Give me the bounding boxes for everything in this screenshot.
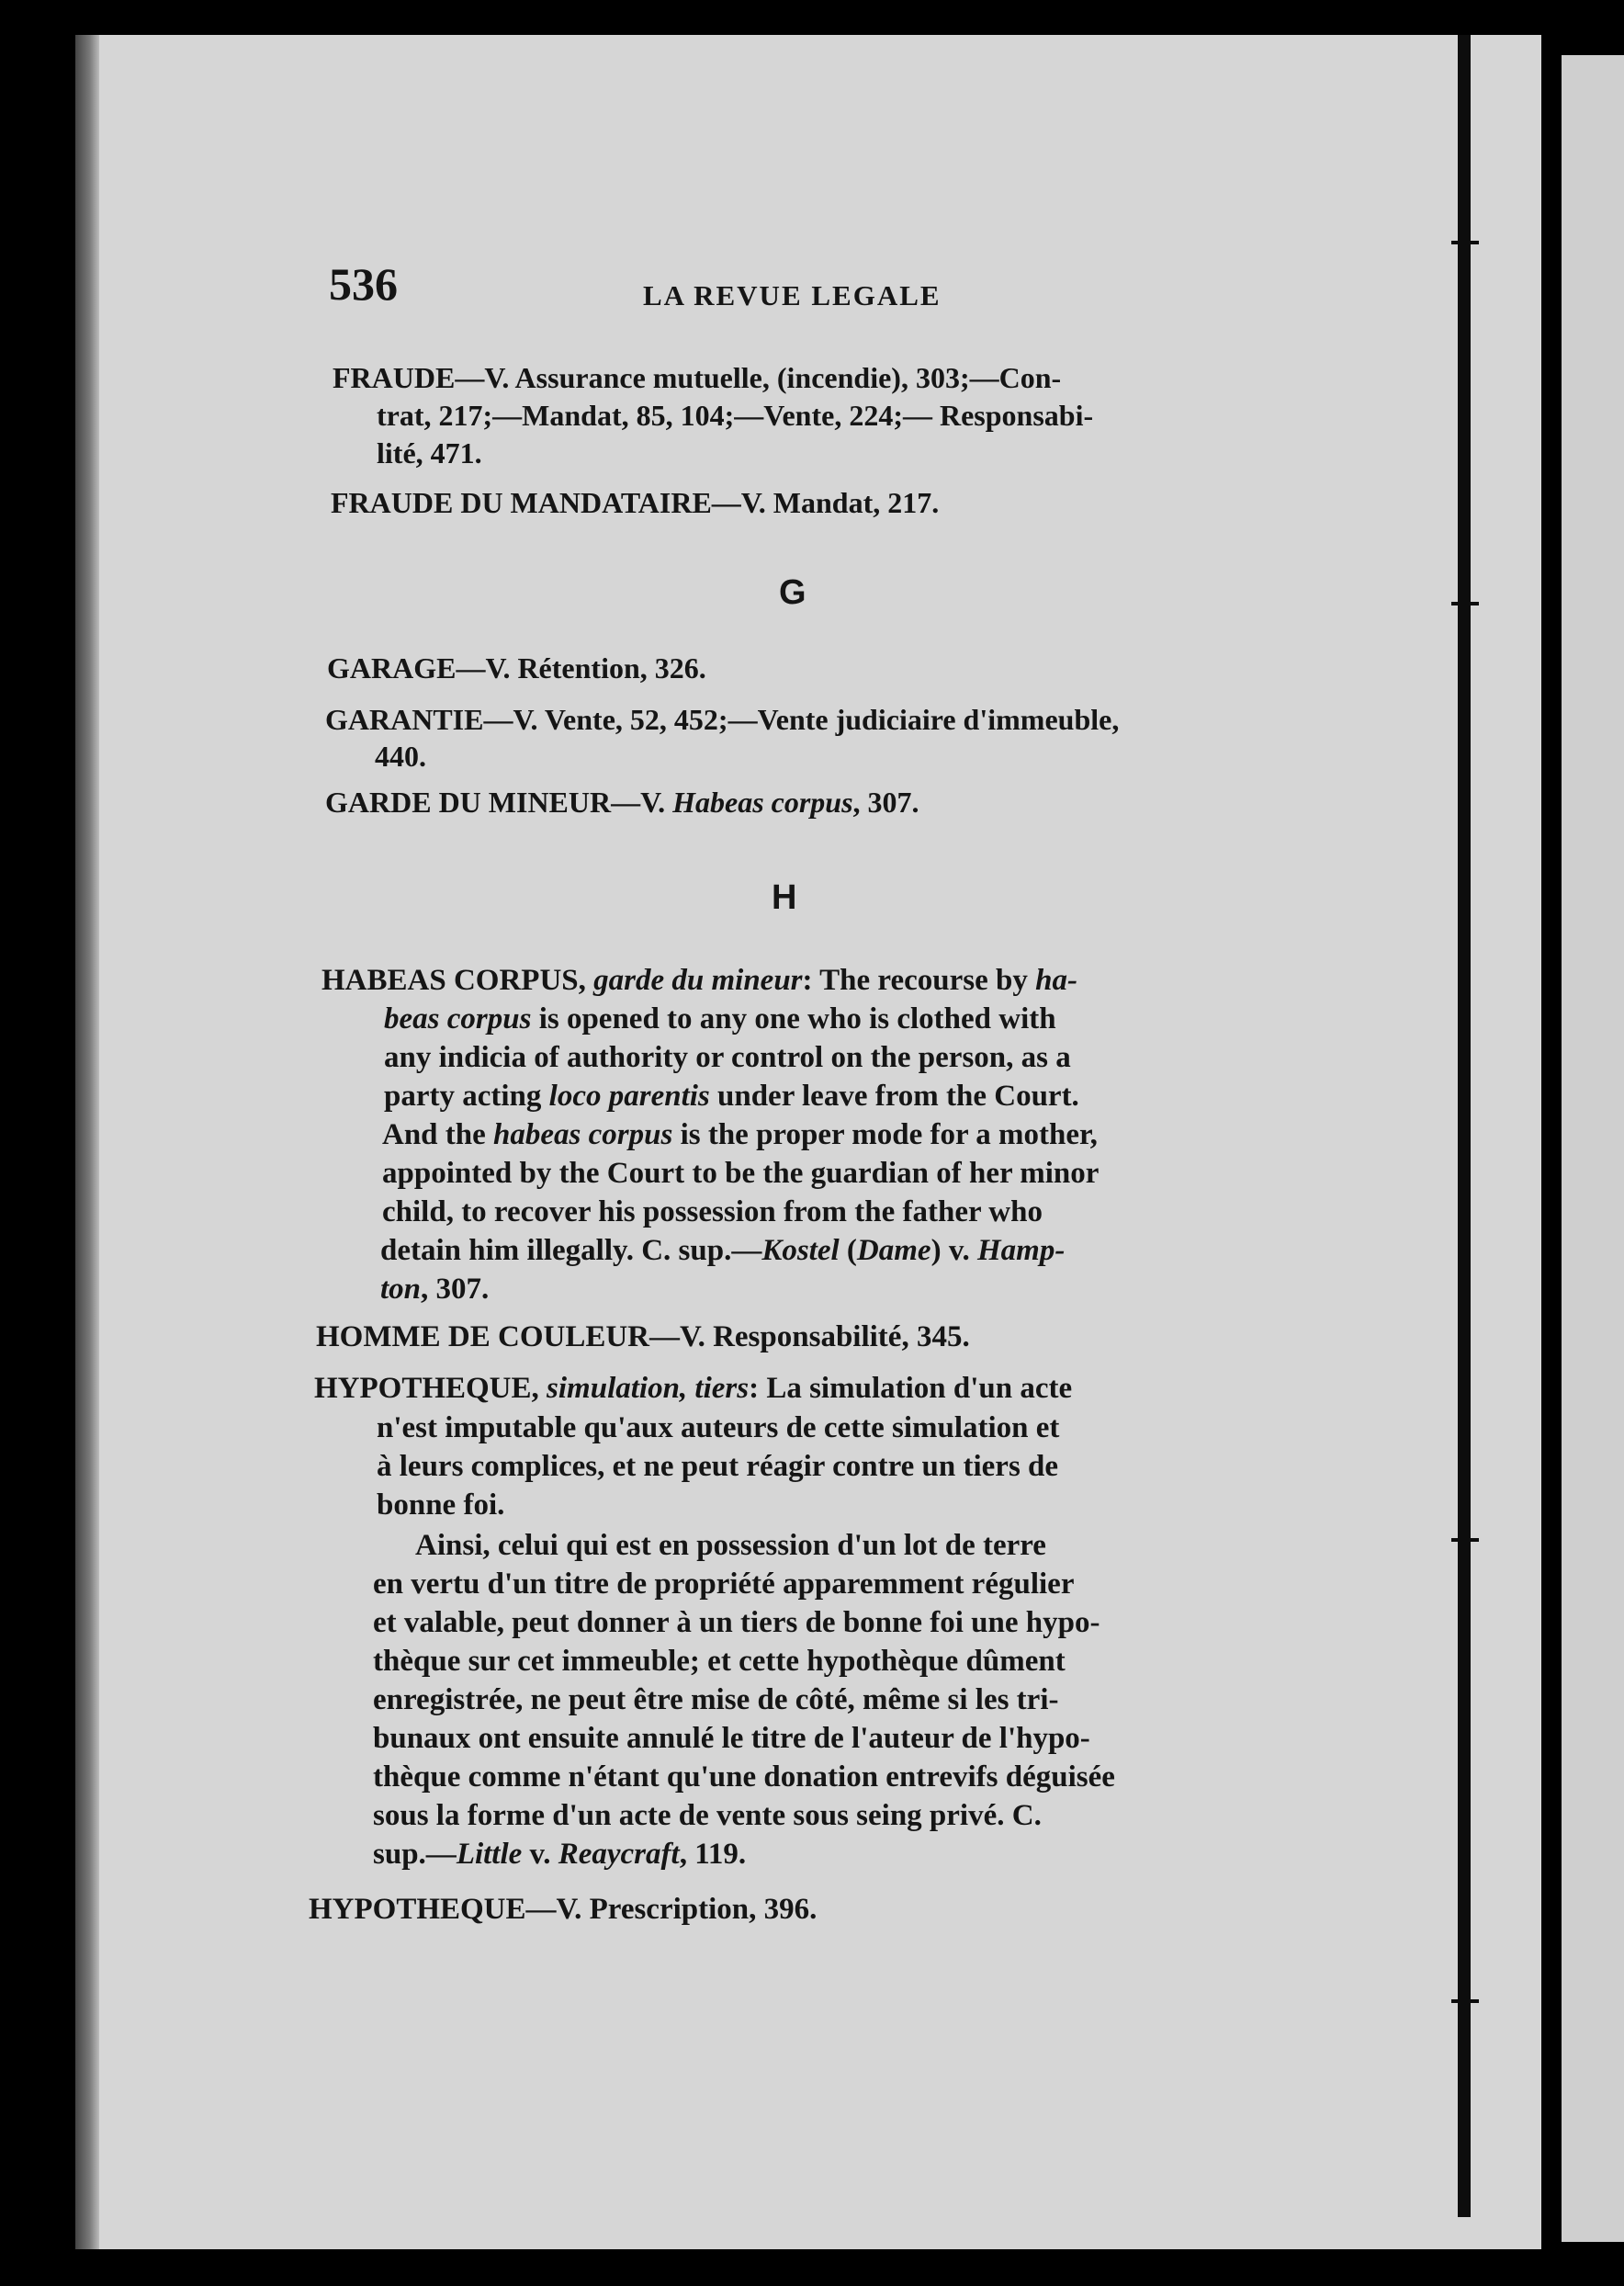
entry-hypotheque-line-4: bonne foi. <box>377 1488 505 1522</box>
entry-hypotheque-line-12: sous la forme d'un acte de vente sous seing privé. C. <box>373 1799 1042 1832</box>
entry-hypotheque-line-1: HYPOTHEQUE, simulation, tiers: La simulation d'un acte <box>314 1372 1073 1405</box>
entry-fraude-line-2: trat, 217;—Mandat, 85, 104;—Vente, 224;— Responsabi- <box>377 399 1094 432</box>
entry-hypotheque-line-7: et valable, peut donner à un tiers de bonne foi une hypo- <box>373 1606 1100 1639</box>
entry-fraude-line-3: lité, 471. <box>377 436 482 470</box>
entry-habeas-line-4: party acting loco parentis under leave from the Court. <box>384 1080 1079 1113</box>
entry-homme-de-couleur: HOMME DE COULEUR—V. Responsabilité, 345. <box>316 1320 970 1353</box>
gutter-tick <box>1451 602 1479 605</box>
entry-habeas-line-5: And the habeas corpus is the proper mode for a mother, <box>382 1118 1098 1151</box>
page-gutter-line <box>1458 35 1471 2217</box>
entry-hypotheque-line-2: n'est imputable qu'aux auteurs de cette simulation et <box>377 1411 1060 1444</box>
entry-hypotheque-line-5: Ainsi, celui qui est en possession d'un lot de terre <box>415 1529 1046 1562</box>
entry-hypotheque-line-10: bunaux ont ensuite annulé le titre de l'auteur de l'hypo- <box>373 1722 1090 1755</box>
entry-habeas-line-8: detain him illegally. C. sup.—Kostel (Dame) v. Hamp- <box>380 1234 1066 1267</box>
entry-hypotheque-line-3: à leurs complices, et ne peut réagir contre un tiers de <box>377 1450 1059 1483</box>
entry-habeas-line-1: HABEAS CORPUS, garde du mineur: The recourse by ha- <box>321 964 1077 997</box>
entry-hypotheque-line-9: enregistrée, ne peut être mise de côté, même si les tri- <box>373 1683 1059 1716</box>
entry-hypotheque-line-11: thèque comme n'étant qu'une donation entrevifs déguisée <box>373 1760 1115 1794</box>
entry-fraude-mandataire: FRAUDE DU MANDATAIRE—V. Mandat, 217. <box>331 486 940 519</box>
entry-fraude-line-1: FRAUDE—V. Assurance mutuelle, (incendie), 303;—Con- <box>333 361 1062 394</box>
entry-garantie-line-2: 440. <box>375 740 426 773</box>
gutter-tick <box>1451 1999 1479 2003</box>
entry-hypotheque-line-8: thèque sur cet immeuble; et cette hypothèque dûment <box>373 1645 1066 1678</box>
entry-garage: GARAGE—V. Rétention, 326. <box>327 651 706 685</box>
entry-habeas-line-7: child, to recover his possession from the father who <box>382 1195 1043 1228</box>
book-spine-shadow <box>75 35 99 2249</box>
section-letter-h: H <box>772 878 797 917</box>
entry-habeas-line-9: ton, 307. <box>380 1273 490 1306</box>
gutter-tick <box>1451 241 1479 244</box>
entry-habeas-line-6: appointed by the Court to be the guardian of her minor <box>382 1157 1100 1190</box>
entry-garde-du-mineur: GARDE DU MINEUR—V. Habeas corpus, 307. <box>325 786 919 819</box>
entry-garantie-line-1: GARANTIE—V. Vente, 52, 452;—Vente judiciaire d'immeuble, <box>325 703 1120 736</box>
next-page-edge <box>1562 55 1624 2242</box>
entry-hypotheque-line-13: sup.—Little v. Reaycraft, 119. <box>373 1838 747 1871</box>
entry-habeas-line-2: beas corpus is opened to any one who is clothed with <box>384 1002 1056 1035</box>
running-head: LA REVUE LEGALE <box>643 279 942 311</box>
section-letter-g: G <box>779 573 806 612</box>
entry-hypotheque-line-6: en vertu d'un titre de propriété apparemment régulier <box>373 1567 1075 1601</box>
entry-habeas-line-3: any indicia of authority or control on the person, as a <box>384 1041 1071 1074</box>
page-number: 536 <box>329 258 398 310</box>
entry-hypotheque-prescription: HYPOTHEQUE—V. Prescription, 396. <box>309 1893 818 1926</box>
gutter-tick <box>1451 1538 1479 1542</box>
